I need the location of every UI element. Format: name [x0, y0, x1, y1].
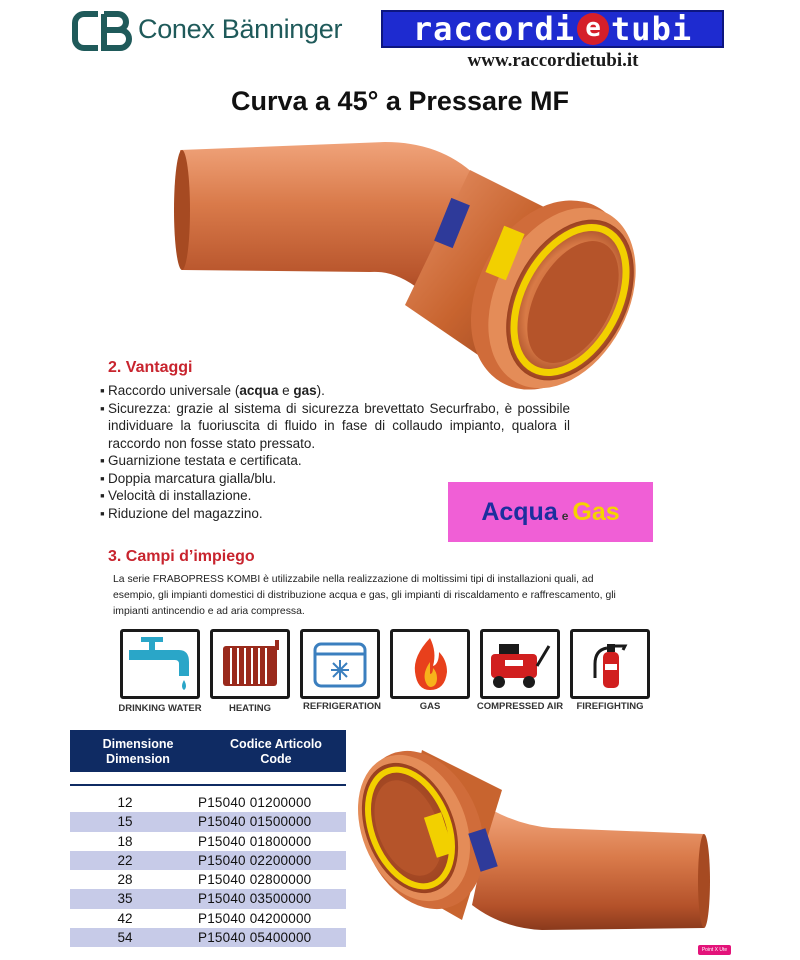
logo-word-tubi: tubi [611, 10, 693, 48]
campi-heading: 3. Campi d’impiego [108, 548, 255, 565]
table-row: 15 P15040 01500000 [70, 812, 346, 831]
compressor-icon [483, 632, 557, 696]
acqua-gas-banner [448, 482, 653, 542]
elbow-fitting-image-2 [352, 730, 712, 940]
page-title: Curva a 45° a Pressare MF [231, 86, 569, 116]
refrigeration-tile [300, 629, 380, 699]
logo-letter-e: e [577, 13, 609, 45]
table-row: 28 P15040 02800000 [117, 872, 312, 888]
raccordietubi-logo [381, 10, 724, 48]
label-gas: GAS [419, 701, 441, 712]
list-item: ▪ Doppia marcatura gialla/blu. [100, 470, 277, 486]
gas-tile [390, 629, 470, 699]
faucet-icon [123, 632, 197, 696]
brand-name: Conex Bänninger [138, 14, 343, 44]
label-heating: HEATING [228, 703, 272, 714]
table-row: 54 P15040 05400000 [70, 928, 346, 947]
table-row: 18 P15040 01800000 [117, 833, 312, 849]
vantaggi-heading: 2. Vantaggi [108, 359, 193, 376]
watermark-badge: Point X Ute [698, 945, 731, 955]
table-divider [70, 784, 346, 786]
shop-url[interactable]: www.raccordietubi.it [467, 50, 639, 71]
column-code: Codice Articolo Code [230, 737, 322, 766]
drinking-water-tile [120, 629, 200, 699]
table-row: 12 P15040 01200000 [117, 795, 312, 810]
table-row: 35 P15040 03500000 [70, 889, 346, 908]
radiator-icon [213, 632, 287, 696]
extinguisher-icon [573, 632, 647, 696]
snowflake-icon [303, 632, 377, 696]
label-firefighting: FIREFIGHTING [576, 701, 644, 712]
label-refrigeration: REFRIGERATION [303, 701, 381, 712]
table-row: 22 P15040 02200000 [70, 851, 346, 870]
elbow-fitting-image [170, 120, 640, 390]
list-item: ▪ Raccordo universale (acqua e gas). [100, 383, 325, 398]
list-item: ▪ Sicurezza: grazie al sistema di sicurezza brevettato Securfrabo, è possibile individuare la fuoriuscita di fluido in fase di collaudo impianto, qualora il raccordo non fosse stato pressato. [100, 400, 570, 451]
campi-text: La serie FRABOPRESS KOMBI è utilizzabile nella realizzazione di moltissimi tipi di installazioni quali, ad esempio, gli impianti domestici di distribuzione acqua e gas, gli impianti di riscaldamento e raffrescamento, gli impianti antincendio e ad aria compressa. [113, 574, 616, 617]
list-item: ▪ Velocità di installazione. [100, 488, 252, 503]
flame-icon [393, 632, 467, 696]
heating-tile [210, 629, 290, 699]
gas-label: Gas [572, 497, 620, 526]
product-table [70, 793, 346, 947]
label-drinking-water: DRINKING WATER [118, 703, 202, 714]
table-header [70, 730, 346, 772]
table-row: 42 P15040 04200000 [117, 910, 312, 926]
acqua-label: Acqua [481, 497, 558, 526]
list-item: ▪ Riduzione del magazzino. [100, 505, 263, 521]
list-item: ▪ Guarnizione testata e certificata. [100, 453, 302, 468]
firefighting-tile [570, 629, 650, 699]
compressed-air-tile [480, 629, 560, 699]
conex-banninger-logo-icon [72, 10, 132, 52]
e-label: e [561, 509, 569, 523]
logo-word-raccordi: raccordi [412, 10, 576, 48]
column-dimension: Dimensione Dimension [102, 737, 174, 766]
label-compressed-air: COMPRESSED AIR [476, 701, 564, 712]
